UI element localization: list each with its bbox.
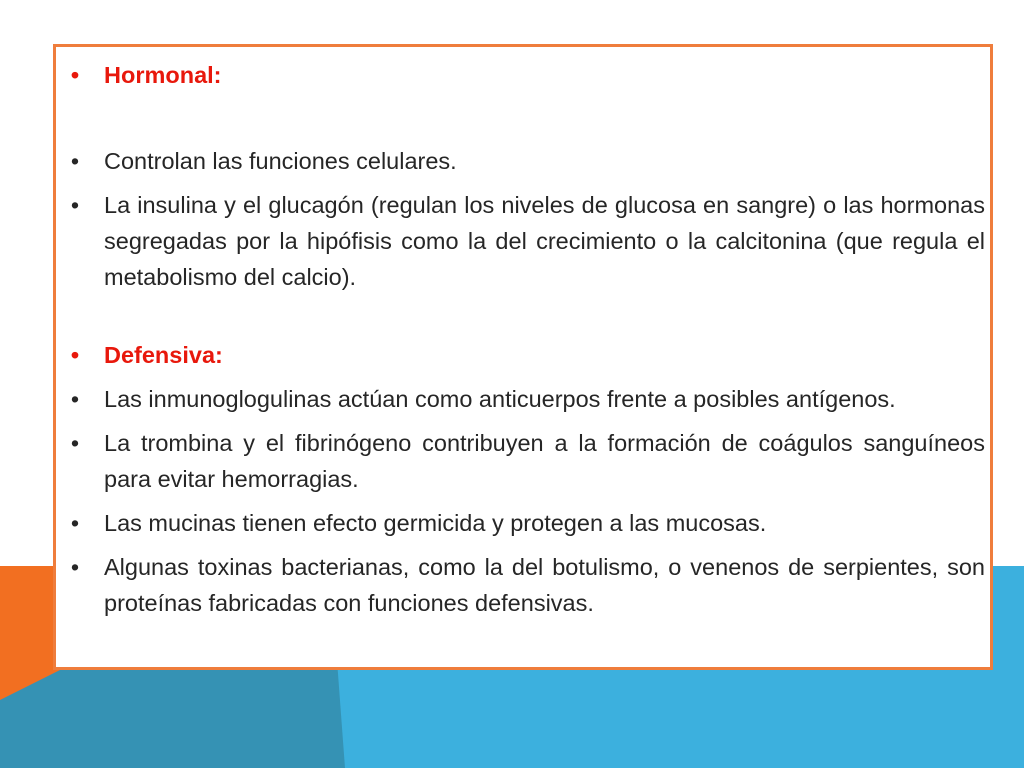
list-item-text: La trombina y el fibrinógeno contribuyen a la formación de coágulos sanguíneos para evitar hemorragias.: [104, 430, 985, 492]
bullet-dot: •: [70, 148, 80, 174]
heading-defensiva: Defensiva:: [104, 342, 223, 368]
list-item-text: Las mucinas tienen efecto germicida y protegen a las mucosas.: [104, 510, 767, 536]
list-item-text: Algunas toxinas bacterianas, como la del botulismo, o venenos de serpientes, son proteínas fabricadas con funciones defensivas.: [104, 554, 985, 616]
bullet-dot: •: [70, 192, 80, 218]
list-item-text: Controlan las funciones celulares.: [104, 148, 457, 174]
bullet-dot: •: [70, 386, 80, 412]
content-box: [53, 44, 993, 670]
list-item: [65, 143, 985, 179]
list-item-heading: [65, 57, 985, 93]
list-item: [65, 187, 985, 295]
list-item-text: La insulina y el glucagón (regulan los niveles de glucosa en sangre) o las hormonas segregadas por la hipófisis como la del crecimiento o la calcitonina (que regula el metabolismo del calcio).: [104, 192, 985, 290]
bullet-dot: •: [70, 510, 80, 536]
list-item: [65, 381, 985, 417]
bullet-dot: •: [70, 342, 80, 368]
bullet-dot: •: [70, 62, 80, 88]
list-item: [65, 549, 985, 621]
list-item-text: Las inmunoglogulinas actúan como anticuerpos frente a posibles antígenos.: [104, 386, 896, 412]
list-item: [65, 425, 985, 497]
bullet-dot: •: [70, 554, 80, 580]
list-item-heading: [65, 337, 985, 373]
heading-hormonal: Hormonal:: [104, 62, 222, 88]
bullet-list: [65, 57, 985, 621]
bullet-dot: •: [70, 430, 80, 456]
list-item: [65, 505, 985, 541]
